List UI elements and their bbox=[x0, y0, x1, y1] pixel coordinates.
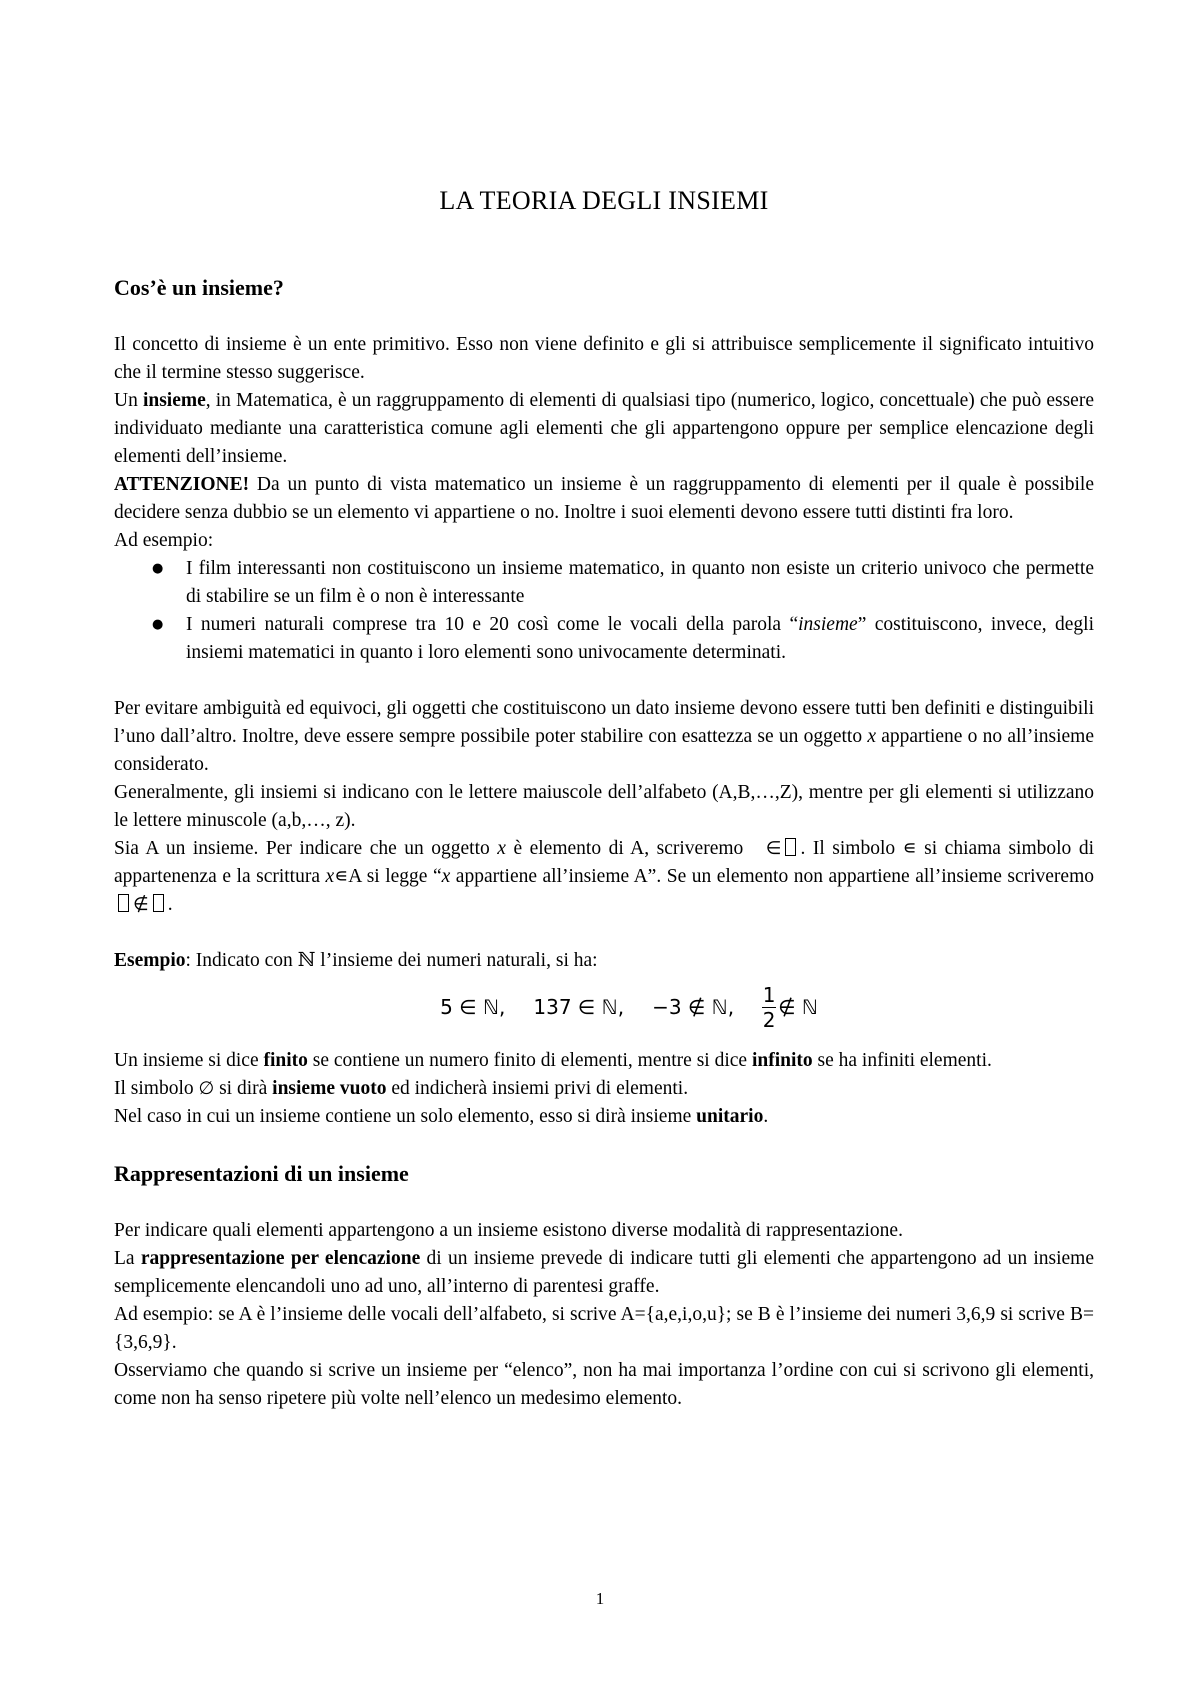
attention-label: ATTENZIONE! bbox=[114, 474, 250, 495]
paragraph-order-note: Osserviamo che quando si scrive un insieme per “elenco”, non ha mai importanza l’ordine con cui si scrivono gli elementi, come non ha senso ripetere più volte nell’elenco un medesimo elemento. bbox=[114, 1360, 1094, 1409]
math-examples bbox=[114, 975, 1094, 1039]
example-list bbox=[114, 555, 1094, 667]
math-expression: 137 ∈ ℕ, bbox=[533, 995, 625, 1019]
example-intro: Ad esempio: bbox=[114, 530, 214, 551]
membership-symbol: ∊ bbox=[902, 838, 917, 859]
document-page bbox=[114, 185, 1094, 1413]
paragraph-notation: Generalmente, gli insiemi si indicano con le lettere maiuscole dell’alfabeto (A,B,…,Z), mentre per gli elementi si utilizzano le lettere minuscole (a,b,…, z). bbox=[114, 782, 1094, 831]
paragraph-enumeration-example: Ad esempio: se A è l’insieme delle vocali dell’alfabeto, si scrive A={a,e,i,o,u}; se B è l’insieme dei numeri 3,6,9 si scrive B={3,6,9}. bbox=[114, 1304, 1094, 1353]
paragraph-enumeration: La rappresentazione per elencazione di un insieme prevede di indicare tutti gli elementi che appartengono ad un insieme semplicemente elencandoli uno ad uno, all’interno di parentesi graffe. bbox=[114, 1248, 1094, 1297]
paragraph-primitive-concept: Il concetto di insieme è un ente primitivo. Esso non viene definito e gli si attribuisce semplicemente il significato intuitivo che il termine stesso suggerisce. bbox=[114, 334, 1094, 383]
fraction-denominator: 2 bbox=[762, 1007, 776, 1032]
paragraph-ambiguity: Per evitare ambiguità ed equivoci, gli oggetti che costituiscono un dato insieme devono essere tutti ben definiti e distinguibili l’uno dall’altro. Inoltre, deve essere sempre possibile poter stabilire con esattezza se un oggetto x appartiene o no all’insieme considerato. bbox=[114, 698, 1094, 775]
fraction bbox=[762, 983, 776, 1032]
math-expression: 5 ∈ ℕ, bbox=[440, 995, 506, 1019]
list-item: ● I film interessanti non costituiscono un insieme matematico, in quanto non esiste un criterio univoco che permette di stabilire se un film è o non è interessante bbox=[186, 555, 1094, 611]
missing-glyph-box bbox=[785, 838, 796, 856]
section-heading-representations: Rappresentazioni di un insieme bbox=[114, 1161, 409, 1186]
missing-glyph-box bbox=[118, 894, 129, 912]
page-number: 1 bbox=[595, 1589, 605, 1608]
paragraph-example-naturals: Esempio: Indicato con ℕ l’insieme dei numeri naturali, si ha: bbox=[114, 950, 598, 971]
element-of-symbol: ∈ bbox=[765, 838, 782, 859]
paragraph-unit-set: Nel caso in cui un insieme contiene un solo elemento, esso si dirà insieme unitario. bbox=[114, 1106, 769, 1127]
math-fraction-expression: 1 2 ∉ ℕ bbox=[762, 982, 818, 1032]
empty-set-symbol: ∅ bbox=[198, 1078, 215, 1099]
fraction-numerator: 1 bbox=[762, 982, 776, 1007]
paragraph-membership: Sia A un insieme. Per indicare che un oggetto x è elemento di A, scriveremo ∈ . Il simbolo ∊ si chiama simbolo di appartenenza e la scrittura x∊A si legge “x appartiene all’insieme A”. Se un elemento non appartiene all’insieme scriveremo ∉ . bbox=[114, 838, 1094, 915]
example-label: Esempio bbox=[114, 950, 186, 971]
not-element-of-symbol: ∉ bbox=[133, 894, 149, 915]
paragraph-representation-intro: Per indicare quali elementi appartengono a un insieme esistono diverse modalità di rappresentazione. bbox=[114, 1220, 903, 1241]
math-expression: −3 ∉ ℕ, bbox=[652, 995, 735, 1019]
section-heading-what-is-a-set: Cos’è un insieme? bbox=[114, 275, 284, 300]
paragraph-finite-infinite: Un insieme si dice finito se contiene un numero finito di elementi, mentre si dice infinito se ha infiniti elementi. bbox=[114, 1050, 992, 1071]
paragraph-definition: Un insieme, in Matematica, è un raggruppamento di elementi di qualsiasi tipo (numerico, logico, concettuale) che può essere individuato mediante una caratteristica comune agli elementi che gli appartengono oppure per semplice elencazione degli elementi dell’insieme. bbox=[114, 390, 1094, 467]
paragraph-empty-set: Il simbolo ∅ si dirà insieme vuoto ed indicherà insiemi privi di elementi. bbox=[114, 1078, 689, 1099]
document-title: LA TEORIA DEGLI INSIEMI bbox=[439, 186, 769, 215]
term-insieme: insieme bbox=[142, 390, 206, 411]
missing-glyph-box bbox=[153, 894, 164, 912]
paragraph-attention: ATTENZIONE! Da un punto di vista matematico un insieme è un raggruppamento di elementi per il quale è possibile decidere senza dubbio se un elemento vi appartiene o no. Inoltre i suoi elementi devono essere tutti distinti fra loro. bbox=[114, 474, 1094, 523]
list-item: ● I numeri naturali comprese tra 10 e 20 così come le vocali della parola “insieme” costituiscono, invece, degli insiemi matematici in quanto i loro elementi sono univocamente determinati. bbox=[186, 611, 1094, 667]
